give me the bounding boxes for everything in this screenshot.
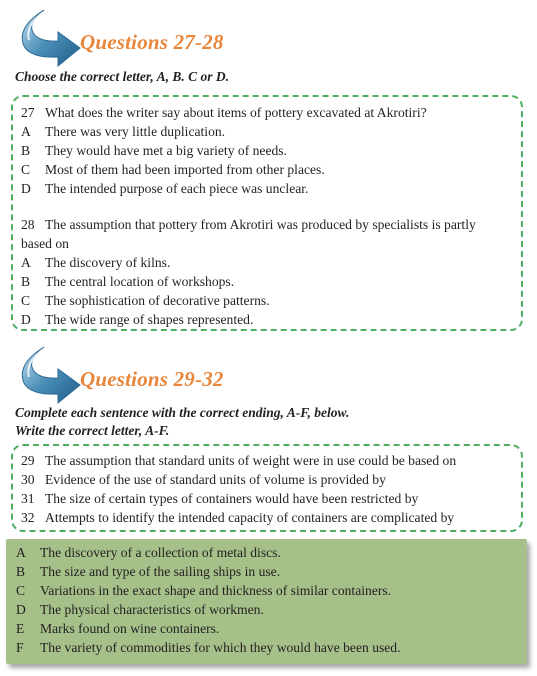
ending-text: Variations in the exact shape and thickness of similar containers. [40,583,392,598]
option-28-d [21,312,253,328]
question-number: 27 [21,105,35,120]
ending-letter: F [16,640,24,655]
option-text: Most of them had been imported from other places. [45,162,325,177]
ending-letter: A [16,545,26,560]
option-letter: D [21,181,31,196]
option-text: The central location of workshops. [45,274,235,289]
option-text: The intended purpose of each piece was unclear. [45,181,309,196]
ending-letter: B [16,564,26,579]
ending-d [16,602,264,618]
section-title: Questions 27-28 [80,30,224,54]
questions-29-32-box [11,444,523,532]
question-number: 32 [21,510,35,525]
question-28 [21,217,476,233]
ending-c [16,583,391,599]
sentence-text: The assumption that standard units of weight were in use could be based on [45,453,457,468]
option-text: They would have met a big variety of needs. [45,143,287,158]
question-text: The assumption that pottery from Akrotiri was produced by specialists is partly [45,217,476,232]
sentence-29 [21,453,456,469]
instruction: Choose the correct letter, A, B. C or D. [15,69,230,84]
question-text: What does the writer say about items of pottery excavated at Akrotiri? [45,105,427,120]
sentence-text: Evidence of the use of standard units of volume is provided by [45,472,386,487]
option-text: The discovery of kilns. [45,255,171,270]
option-text: The wide range of shapes represented. [45,312,254,327]
ending-text: Marks found on wine containers. [40,621,220,636]
question-number: 29 [21,453,35,468]
section-header-27-28 [14,8,314,68]
option-27-a [21,124,225,140]
option-letter: C [21,293,31,308]
option-text: There was very little duplication. [45,124,226,139]
ending-letter: E [16,621,25,636]
instruction-line-1: Complete each sentence with the correct ending, A-F, below. [15,405,350,420]
ending-text: The discovery of a collection of metal discs. [40,545,281,560]
section-title: Questions 29-32 [80,367,224,391]
sentence-text: Attempts to identify the intended capacity of containers are complicated by [45,510,455,525]
ending-a [16,545,281,561]
option-letter: B [21,143,31,158]
question-28-continued: based on [21,236,69,251]
option-letter: A [21,124,31,139]
question-number: 31 [21,491,35,506]
questions-27-28-box [11,95,523,331]
option-28-a [21,255,170,271]
option-letter: C [21,162,31,177]
ending-b [16,564,280,580]
sentence-31 [21,491,418,507]
sentence-30 [21,472,386,488]
ending-letter: C [16,583,26,598]
question-27 [21,105,427,121]
ending-f [16,640,401,656]
ending-text: The physical characteristics of workmen. [40,602,264,617]
section-header-29-32 [14,345,314,405]
option-letter: B [21,274,31,289]
option-letter: D [21,312,31,327]
ending-text: The variety of commodities for which they would have been used. [40,640,401,655]
option-text: The sophistication of decorative patterns. [45,293,270,308]
option-27-d [21,181,308,197]
option-27-c [21,162,325,178]
ending-letter: D [16,602,26,617]
option-28-b [21,274,234,290]
option-27-b [21,143,287,159]
option-letter: A [21,255,31,270]
ending-e [16,621,219,637]
question-number: 30 [21,472,35,487]
option-28-c [21,293,270,309]
endings-box [6,539,527,664]
ending-text: The size and type of the sailing ships in use. [40,564,281,579]
sentence-text: The size of certain types of containers would have been restricted by [45,491,419,506]
instruction-line-2: Write the correct letter, A-F. [15,423,170,438]
question-number: 28 [21,217,35,232]
sentence-32 [21,510,454,526]
